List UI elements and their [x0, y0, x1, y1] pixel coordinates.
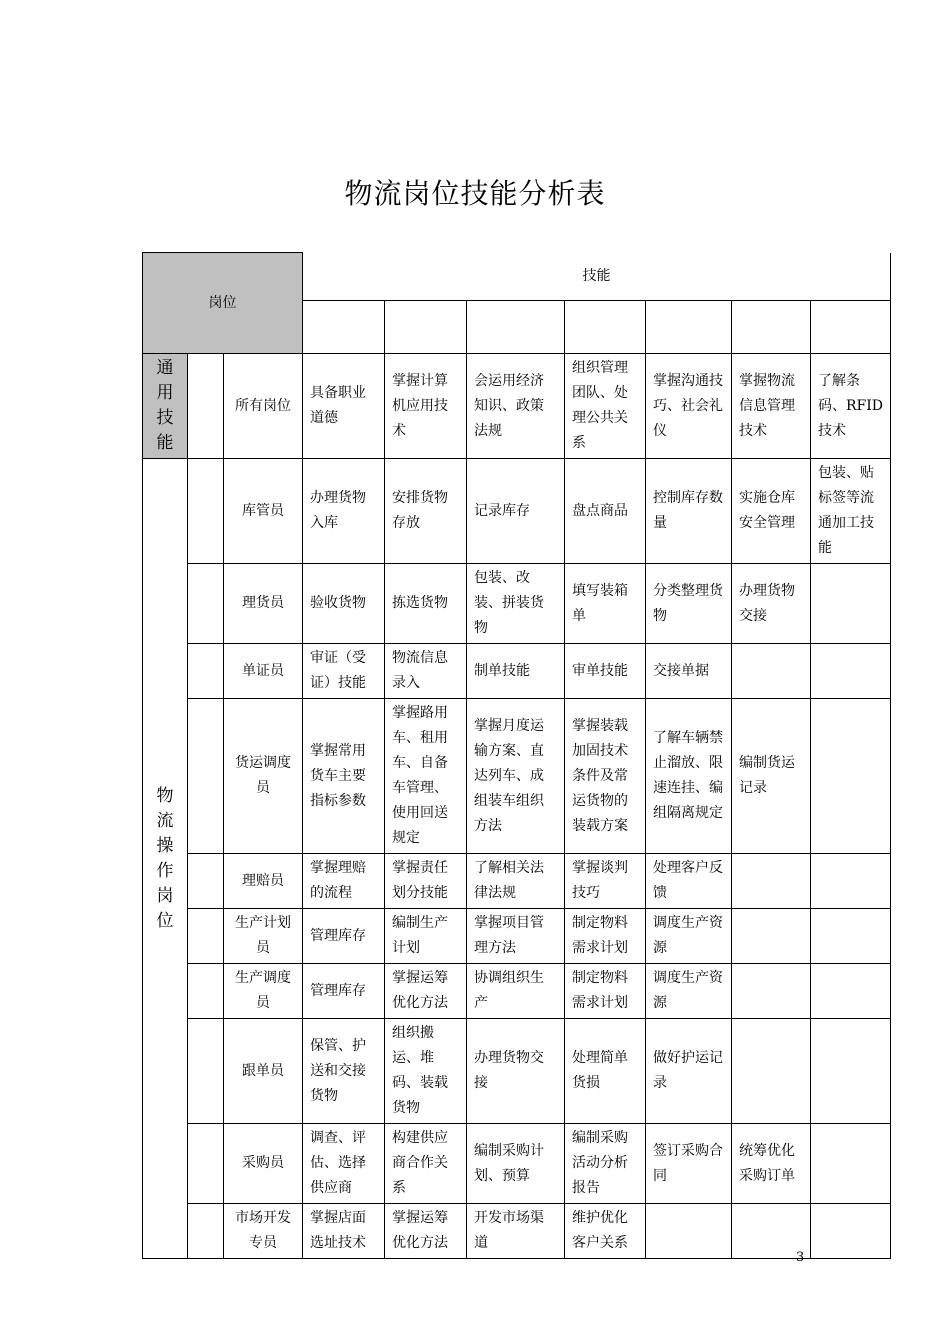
skill-cell: 办理货物交接: [732, 564, 811, 644]
blank-cell: [188, 699, 224, 854]
empty-cell: [732, 854, 811, 909]
skill-cell: 掌握月度运输方案、直达列车、成组装车组织方法: [467, 699, 565, 854]
skill-cell: 了解相关法律法规: [467, 854, 565, 909]
empty-cell: [732, 909, 811, 964]
operations-row: [143, 699, 891, 854]
skill-cell: 物流信息录入: [385, 644, 467, 699]
empty-cell: [303, 301, 385, 354]
operations-row: [143, 1019, 891, 1124]
skill-cell: 掌握理赔的流程: [303, 854, 385, 909]
skill-cell: 办理货物入库: [303, 459, 385, 564]
skill-cell: 安排货物存放: [385, 459, 467, 564]
empty-cell: [811, 564, 891, 644]
skill-cell: 制单技能: [467, 644, 565, 699]
skill-cell: 掌握店面选址技术: [303, 1204, 385, 1259]
skill-cell: 具备职业道德: [303, 354, 385, 459]
blank-cell: [188, 1124, 224, 1204]
skill-cell: 掌握计算机应用技术: [385, 354, 467, 459]
skill-cell: 管理库存: [303, 964, 385, 1019]
skill-cell: 掌握装载加固技术条件及常运货物的装载方案: [565, 699, 646, 854]
skill-cell: 分类整理货物: [646, 564, 732, 644]
role-cell: 所有岗位: [224, 354, 303, 459]
skill-cell: 调度生产资源: [646, 964, 732, 1019]
skill-cell: 统筹优化采购订单: [732, 1124, 811, 1204]
skills-header: 技能: [303, 253, 891, 301]
empty-cell: [811, 1204, 891, 1259]
blank-cell: [188, 354, 224, 459]
skill-cell: 组织搬运、堆码、装载货物: [385, 1019, 467, 1124]
skill-cell: 填写装箱单: [565, 564, 646, 644]
skill-cell: 处理简单货损: [565, 1019, 646, 1124]
operations-row: [143, 564, 891, 644]
skill-cell: 调度生产资源: [646, 909, 732, 964]
empty-cell: [385, 301, 467, 354]
blank-cell: [188, 644, 224, 699]
page-title: 物流岗位技能分析表: [344, 177, 606, 210]
empty-cell: [646, 301, 732, 354]
empty-cell: [811, 964, 891, 1019]
operations-row: [143, 644, 891, 699]
blank-cell: [188, 854, 224, 909]
skill-cell: 实施仓库安全管理: [732, 459, 811, 564]
operations-category-label: 物流操作岗位: [156, 785, 174, 931]
general-category-label: 通用技能: [156, 358, 174, 453]
skill-cell: 盘点商品: [565, 459, 646, 564]
skill-cell: 处理客户反馈: [646, 854, 732, 909]
role-cell: 单证员: [224, 644, 303, 699]
skill-cell: 签订采购合同: [646, 1124, 732, 1204]
empty-cell: [732, 964, 811, 1019]
skill-cell: 审证（受证）技能: [303, 644, 385, 699]
skill-cell: 包装、贴标签等流通加工技能: [811, 459, 891, 564]
general-category-cell: [143, 354, 188, 459]
empty-cell: [467, 301, 565, 354]
skill-cell: 会运用经济知识、政策法规: [467, 354, 565, 459]
skill-cell: 掌握运筹优化方法: [385, 964, 467, 1019]
skill-cell: 掌握沟通技巧、社会礼仪: [646, 354, 732, 459]
skill-cell: 保管、护送和交接货物: [303, 1019, 385, 1124]
role-cell: 跟单员: [224, 1019, 303, 1124]
header-row: [143, 253, 891, 301]
skill-cell: 开发市场渠道: [467, 1204, 565, 1259]
operations-row: [143, 459, 891, 564]
role-cell: 库管员: [224, 459, 303, 564]
operations-row: [143, 854, 891, 909]
empty-cell: [811, 644, 891, 699]
skill-cell: 记录库存: [467, 459, 565, 564]
skill-cell: 编制货运记录: [732, 699, 811, 854]
empty-cell: [811, 1019, 891, 1124]
operations-row: [143, 1124, 891, 1204]
skill-cell: 协调组织生产: [467, 964, 565, 1019]
page-number: 3: [796, 1250, 805, 1265]
skill-cell: 审单技能: [565, 644, 646, 699]
empty-cell: [646, 1204, 732, 1259]
skill-cell: 了解条码、RFID技术: [811, 354, 891, 459]
blank-cell: [188, 459, 224, 564]
role-cell: 理货员: [224, 564, 303, 644]
empty-cell: [811, 699, 891, 854]
empty-cell: [565, 301, 646, 354]
skill-cell: 掌握路用车、租用车、自备车管理、使用回送规定: [385, 699, 467, 854]
skill-cell: 掌握常用货车主要指标参数: [303, 699, 385, 854]
empty-cell: [811, 854, 891, 909]
role-cell: 货运调度员: [224, 699, 303, 854]
skill-cell: 掌握责任划分技能: [385, 854, 467, 909]
empty-cell: [732, 644, 811, 699]
general-row: [143, 354, 891, 459]
skill-cell: 构建供应商合作关系: [385, 1124, 467, 1204]
skill-cell: 包装、改装、拼装货物: [467, 564, 565, 644]
role-cell: 生产调度员: [224, 964, 303, 1019]
empty-cell: [811, 909, 891, 964]
skill-cell: 组织管理团队、处理公共关系: [565, 354, 646, 459]
position-header: 岗位: [143, 253, 303, 354]
operations-row: [143, 1204, 891, 1259]
skill-cell: 做好护运记录: [646, 1019, 732, 1124]
blank-cell: [188, 1019, 224, 1124]
skill-cell: 编制采购计划、预算: [467, 1124, 565, 1204]
role-cell: 市场开发专员: [224, 1204, 303, 1259]
blank-cell: [188, 909, 224, 964]
skill-cell: 调查、评估、选择供应商: [303, 1124, 385, 1204]
role-cell: 理赔员: [224, 854, 303, 909]
skill-cell: 维护优化客户关系: [565, 1204, 646, 1259]
skill-cell: 掌握物流信息管理技术: [732, 354, 811, 459]
skill-cell: 管理库存: [303, 909, 385, 964]
operations-row: [143, 964, 891, 1019]
skill-cell: 制定物料需求计划: [565, 964, 646, 1019]
skill-cell: 控制库存数量: [646, 459, 732, 564]
skill-cell: 办理货物交接: [467, 1019, 565, 1124]
blank-cell: [188, 1204, 224, 1259]
skill-cell: 验收货物: [303, 564, 385, 644]
skill-cell: 编制采购活动分析报告: [565, 1124, 646, 1204]
skill-cell: 交接单据: [646, 644, 732, 699]
operations-row: [143, 909, 891, 964]
operations-category-cell: [143, 459, 188, 1259]
skill-cell: 掌握谈判技巧: [565, 854, 646, 909]
skills-analysis-table: [142, 252, 891, 1259]
empty-cell: [811, 301, 891, 354]
blank-cell: [188, 564, 224, 644]
skill-cell: 编制生产计划: [385, 909, 467, 964]
skill-cell: 拣选货物: [385, 564, 467, 644]
skill-cell: 制定物料需求计划: [565, 909, 646, 964]
empty-cell: [811, 1124, 891, 1204]
role-cell: 采购员: [224, 1124, 303, 1204]
skill-cell: 了解车辆禁止溜放、限速连挂、编组隔离规定: [646, 699, 732, 854]
role-cell: 生产计划员: [224, 909, 303, 964]
blank-cell: [188, 964, 224, 1019]
empty-cell: [732, 1019, 811, 1124]
skill-cell: 掌握运筹优化方法: [385, 1204, 467, 1259]
empty-cell: [732, 301, 811, 354]
skill-cell: 掌握项目管理方法: [467, 909, 565, 964]
